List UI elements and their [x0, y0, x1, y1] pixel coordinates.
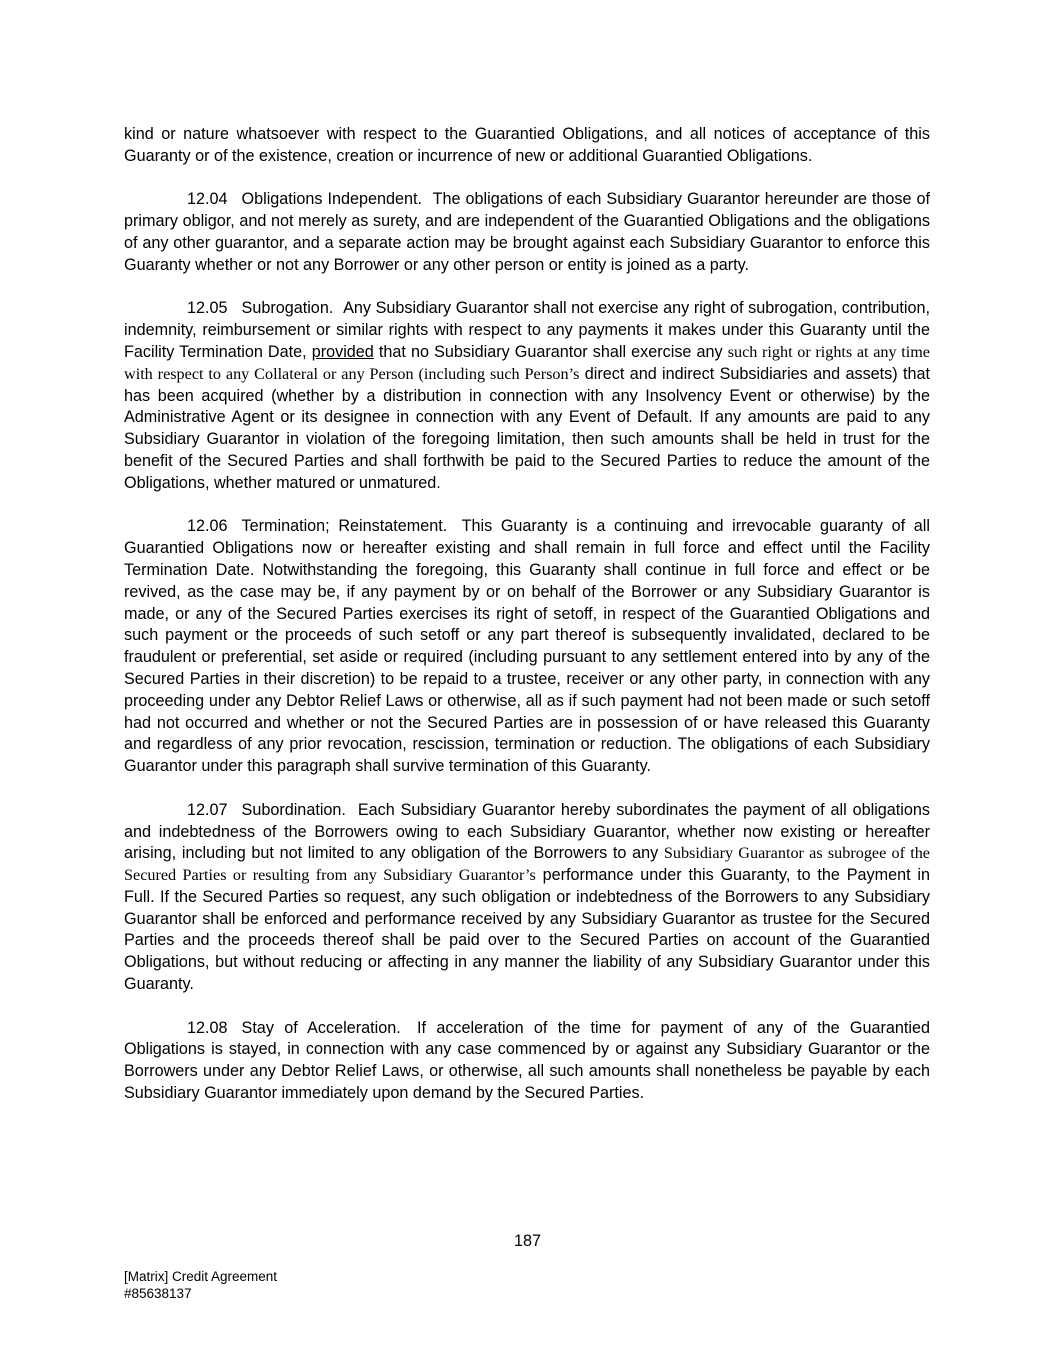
section-text: If acceleration of the time for payment of any of the Guarantied Obligations is stayed, in connection with any case commenced by or against any Subsidiary Guarantor or the Borrowers under any Debtor Relief Laws, or otherwise, all such amounts shall nonetheless be payable by each Subsidiary Guarantor immediately upon demand by the Secured Parties. — [124, 1018, 930, 1103]
section-number: 12.07 — [187, 800, 228, 819]
footer-doc-id: #85638137 — [124, 1286, 192, 1301]
section-text: This Guaranty is a continuing and irrevocable guaranty of all Guarantied Obligations now or hereafter existing and shall remain in full force and effect until the Facility Termination Date. Notwithstanding the foregoing, this Guaranty shall continue in full force and effect or be revived, as the case may be, if any payment by or on behalf of the Borrower or any Subsidiary Guarantor is made, or any of the Secured Parties exercises its right of setoff, in respect of the Guarantied Obligations and such payment or the proceeds of such setoff or any part thereof is subsequently invalidated, declared to be fraudulent or preferential, set aside or required (including pursuant to any settlement entered into by any of the Secured Parties in their discretion) to be repaid to a trustee, receiver or any other party, in connection with any proceeding under any Debtor Relief Laws or otherwise, all as if such payment had not been made or such setoff had not occurred and whether or not the Secured Parties are in possession of or have released this Guaranty and regardless of any prior revocation, rescission, termination or reduction. The obligations of each Subsidiary Guarantor under this paragraph shall survive termination of this Guaranty. — [124, 517, 930, 776]
section-heading: Termination; Reinstatement. — [241, 517, 448, 536]
section-12-04 — [124, 189, 930, 276]
section-text: that no Subsidiary Guarantor shall exercise any — [378, 342, 723, 361]
underlined-term: provided — [311, 342, 374, 361]
section-heading: Subrogation. — [241, 299, 334, 318]
section-heading: Obligations Independent. — [241, 190, 422, 209]
section-number: 12.05 — [187, 299, 228, 318]
section-text: Each Subsidiary Guarantor hereby subordinates the payment of all obligations and indebtedness of the Borrowers owing to each Subsidiary Guarantor, whether now existing or hereafter arising, including but not limited to any obligation of the Borrowers to any — [124, 800, 931, 863]
section-text-serif: Subsidiary Guarantor as subrogee of the Secured Parties or resulting from any Subsidiary Guarantor’s — [124, 844, 930, 885]
section-12-05 — [124, 298, 930, 494]
section-text: The obligations of each Subsidiary Guarantor hereunder are those of primary obligor, and not merely as surety, and are independent of the Guarantied Obligations and the obligations of any other guarantor, and a separate action may be brought against each Subsidiary Guarantor to enforce this Guaranty whether or not any Borrower or any other person or entity is joined as a party. — [124, 190, 930, 274]
section-text: direct and indirect Subsidiaries and assets) that has been acquired (whether by a distribution in connection with any Insolvency Event or otherwise) by the Administrative Agent or its designee in connection with any Event of Default. If any amounts are paid to any Subsidiary Guarantor in violation of the foregoing limitation, then such amounts shall be held in trust for the benefit of the Secured Parties and shall forthwith be paid to the Secured Parties to reduce the amount of the Obligations, whether matured or unmatured. — [124, 364, 931, 492]
footer — [124, 1268, 277, 1302]
section-number: 12.06 — [187, 517, 228, 536]
continuation-paragraph: kind or nature whatsoever with respect to the Guarantied Obligations, and all notices of acceptance of this Guaranty or of the existence, creation or incurrence of new or additional Guarantied Obligations. — [124, 125, 930, 165]
section-text: performance under this Guaranty, to the Payment in Full. If the Secured Parties so request, any such obligation or indebtedness of the Borrowers to any Subsidiary Guarantor shall be enforced and performance received by any Subsidiary Guarantor as trustee for the Secured Parties and the proceeds thereof shall be paid over to the Secured Parties on account of the Guarantied Obligations, but without reducing or affecting in any manner the liability of any Subsidiary Guarantor under this Guaranty. — [124, 866, 930, 994]
section-number: 12.08 — [187, 1018, 228, 1037]
section-number: 12.04 — [187, 190, 228, 209]
section-12-07 — [124, 800, 930, 996]
section-heading: Subordination. — [241, 800, 346, 819]
footer-title: [Matrix] Credit Agreement — [124, 1269, 278, 1284]
section-12-06 — [124, 516, 930, 778]
section-text: Any Subsidiary Guarantor shall not exercise any right of subrogation, contribution, indemnity, reimbursement or similar rights with respect to any payments it makes under this Guaranty until the Facility Termination Date, — [124, 299, 930, 361]
document-body — [124, 124, 930, 1127]
section-12-08 — [124, 1018, 930, 1105]
page-number: 187 — [513, 1232, 541, 1250]
section-text-serif: such right or rights at any time with respect to any Collateral or any Person (including such Person’s — [124, 342, 930, 383]
section-heading: Stay of Acceleration. — [241, 1018, 401, 1037]
